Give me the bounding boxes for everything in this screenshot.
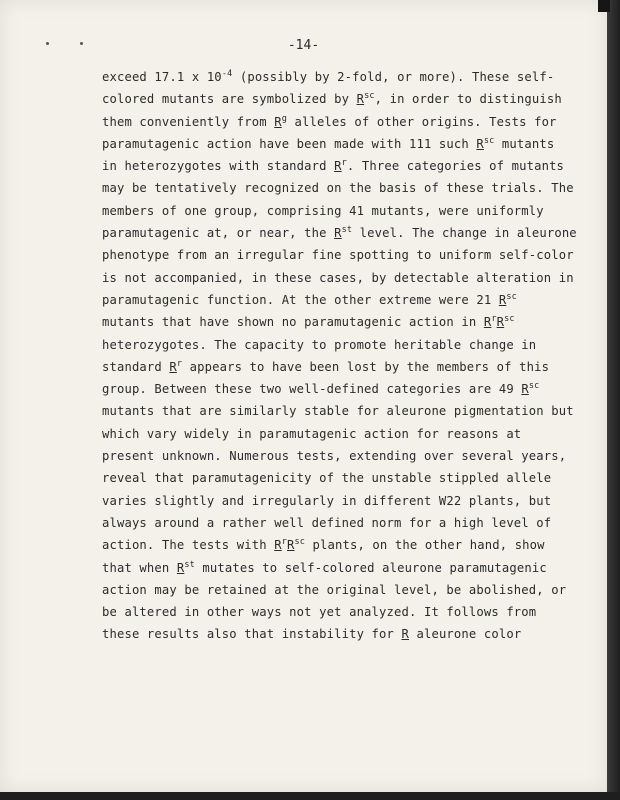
superscript: st	[341, 225, 353, 236]
text-line	[102, 601, 602, 623]
text-run: varies slightly and irregularly in different W22 plants, but	[102, 493, 552, 508]
text-run: which vary widely in paramutagenic action for reasons at	[102, 426, 522, 441]
superscript: sc	[504, 314, 515, 325]
text-run: standard	[102, 359, 170, 374]
text-run: reveal that paramutagenicity of the unstable stippled allele	[102, 471, 552, 486]
text-run: plants, on the other hand, show	[305, 538, 545, 553]
text-run: members of one group, comprising 41 mutants, were uniformly	[102, 203, 544, 218]
underlined-symbol: R	[483, 315, 492, 330]
text-line	[102, 200, 602, 222]
text-line	[102, 490, 602, 512]
scan-edge-bottom	[0, 792, 620, 800]
superscript: g	[281, 113, 287, 124]
underlined-symbol: R	[498, 292, 507, 307]
underlined-symbol: R	[287, 538, 295, 553]
text-line	[102, 177, 602, 199]
text-line	[102, 66, 602, 88]
text-line	[102, 467, 602, 489]
underlined-symbol: R	[476, 136, 484, 151]
text-run: these results also that instability for	[102, 627, 402, 642]
text-run: mutants that have shown no paramutagenic action in	[102, 315, 484, 330]
text-run: group. Between these two well-defined categories are 49	[102, 382, 522, 397]
text-line	[102, 512, 602, 534]
text-line	[102, 534, 602, 556]
text-run: paramutagenic at, or near, the	[102, 226, 335, 241]
text-line	[102, 88, 602, 110]
superscript: sc	[294, 537, 306, 548]
text-run: alleles of other origins. Tests for	[287, 114, 557, 129]
underlined-symbol: R	[334, 159, 342, 174]
text-run: (possibly by 2-fold, or more). These self-	[232, 70, 555, 84]
text-run: . Three categories of mutants	[346, 159, 565, 174]
text-line	[102, 623, 602, 645]
text-run: mutants that are similarly stable for aleurone pigmentation but	[102, 404, 574, 419]
text-line	[102, 111, 602, 133]
page-number: -14-	[287, 38, 320, 53]
text-run: be altered in other ways not yet analyzed. It follows from	[102, 605, 537, 620]
superscript: sc	[483, 135, 495, 146]
text-run: paramutagenic action have been made with 111 such	[102, 136, 477, 151]
text-line	[102, 289, 602, 311]
text-line	[102, 557, 602, 579]
text-run: in heterozygotes with standard	[102, 159, 335, 174]
text-line	[102, 356, 602, 378]
superscript: -4	[221, 69, 233, 79]
underlined-symbol: R	[521, 382, 529, 397]
body-text	[102, 66, 602, 646]
text-run: action. The tests with	[102, 538, 275, 553]
superscript: r	[491, 314, 497, 325]
scan-edge-right	[607, 0, 620, 800]
superscript: st	[184, 559, 195, 570]
superscript: sc	[364, 91, 375, 102]
text-run: mutants	[494, 136, 555, 151]
text-line	[102, 378, 602, 400]
text-line	[102, 244, 602, 266]
underlined-symbol: R	[274, 538, 282, 553]
text-run: mutates to self-colored aleurone paramutagenic	[194, 560, 547, 575]
text-line	[102, 222, 602, 244]
text-run: always around a rather well defined norm for a high level of	[102, 515, 552, 530]
text-line	[102, 267, 602, 289]
text-line	[102, 155, 602, 177]
text-run: paramutagenic function. At the other extreme were 21	[102, 292, 499, 307]
text-line	[102, 133, 602, 155]
superscript: r	[341, 158, 347, 169]
text-run: phenotype from an irregular fine spotting to uniform self-color	[102, 248, 574, 263]
text-run: level. The change in aleurone	[352, 226, 577, 241]
text-run: present unknown. Numerous tests, extending over several years,	[102, 449, 567, 464]
superscript: r	[176, 358, 183, 369]
text-line	[102, 423, 602, 445]
text-run: colored mutants are symbolized by	[102, 92, 357, 107]
text-line	[102, 579, 602, 601]
text-run: exceed 17.1 x 10	[102, 70, 222, 84]
text-line	[102, 445, 602, 467]
underlined-symbol: R	[274, 114, 282, 129]
text-run: them conveniently from	[102, 114, 275, 129]
underlined-symbol: R	[401, 627, 409, 642]
text-run: is not accompanied, in these cases, by detectable alteration in	[102, 270, 574, 285]
underlined-symbol: R	[169, 359, 177, 374]
scan-corner	[598, 0, 610, 12]
superscript: sc	[528, 381, 540, 392]
text-line	[102, 311, 602, 333]
text-run: may be tentatively recognized on the basis of these trials. The	[102, 181, 574, 196]
text-run: , in order to distinguish	[374, 92, 562, 107]
text-run: aleurone color	[409, 627, 522, 642]
text-run: that when	[102, 560, 177, 575]
text-run: appears to have been lost by the members of this	[182, 359, 550, 374]
text-line	[102, 334, 602, 356]
superscript: r	[281, 537, 287, 548]
underlined-symbol: R	[176, 560, 185, 575]
underlined-symbol: R	[334, 226, 342, 241]
text-run: heterozygotes. The capacity to promote heritable change in	[102, 337, 537, 352]
underlined-symbol: R	[496, 315, 505, 330]
text-run: action may be retained at the original level, be abolished, or	[102, 582, 567, 597]
text-line	[102, 400, 602, 422]
superscript: sc	[506, 291, 517, 302]
underlined-symbol: R	[356, 92, 365, 107]
